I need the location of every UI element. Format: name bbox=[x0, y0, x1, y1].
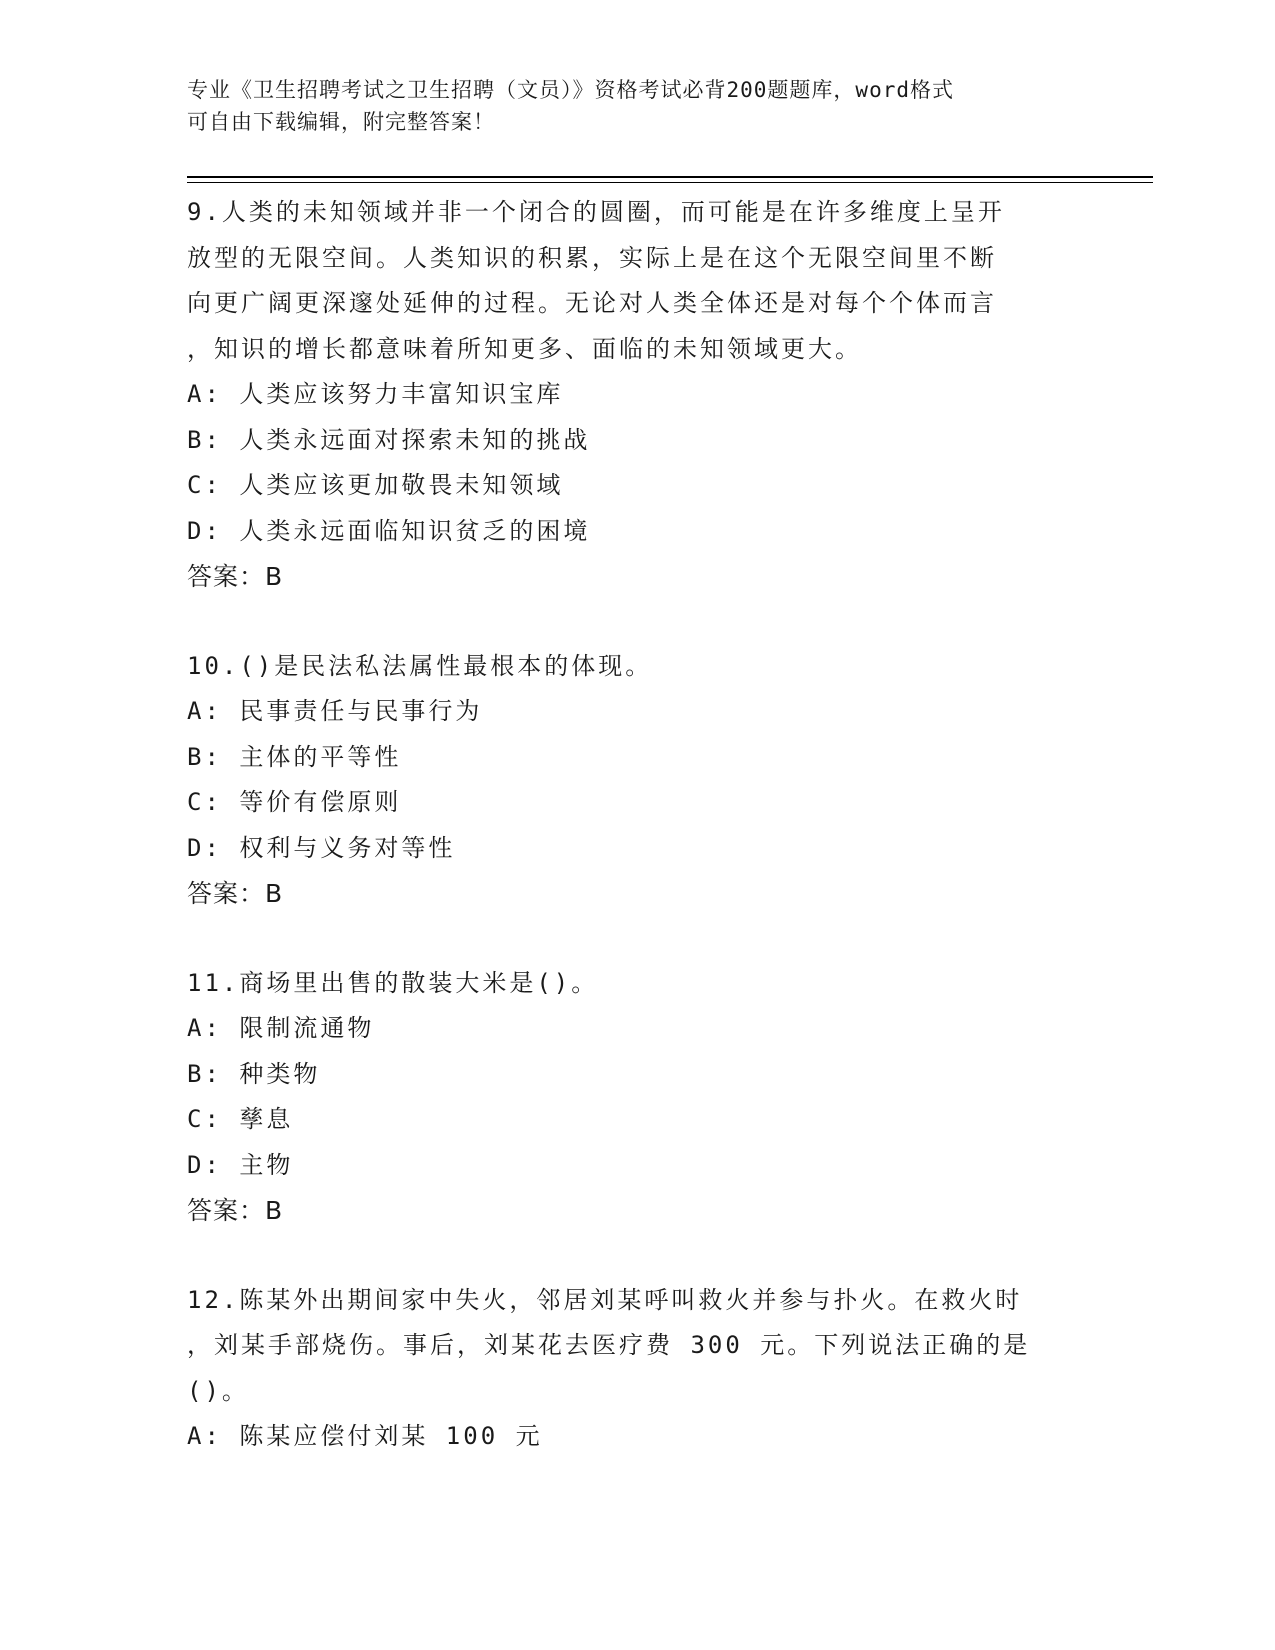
question-text-line: 向更广阔更深邃处延伸的过程。无论对人类全体还是对每个个体而言 bbox=[187, 289, 997, 317]
option-b: B: 人类永远面对探索未知的挑战 bbox=[187, 425, 591, 454]
question-text-line: 10.()是民法私法属性最根本的体现。 bbox=[187, 651, 653, 680]
option-a: A: 限制流通物 bbox=[187, 1014, 375, 1042]
question-12 bbox=[187, 1278, 1077, 1460]
answer-key: 答案：B bbox=[187, 562, 284, 591]
header-rule-thick bbox=[187, 176, 1153, 178]
option-a: A: 陈某应偿付刘某 100 元 bbox=[187, 1422, 543, 1450]
option-d: D: 主物 bbox=[187, 1150, 294, 1179]
answer-key: 答案：B bbox=[187, 879, 284, 908]
option-a: A: 人类应该努力丰富知识宝库 bbox=[187, 380, 564, 408]
page-header bbox=[187, 74, 1067, 138]
option-c: C: 人类应该更加敬畏未知领域 bbox=[187, 471, 564, 499]
option-a: A: 民事责任与民事行为 bbox=[187, 697, 483, 725]
option-c: C: 等价有偿原则 bbox=[187, 788, 402, 816]
option-b: B: 主体的平等性 bbox=[187, 742, 402, 771]
question-text-line: 12.陈某外出期间家中失火，邻居刘某呼叫救火并参与扑火。在救火时 bbox=[187, 1285, 1023, 1314]
header-line-1: 专业《卫生招聘考试之卫生招聘（文员）》资格考试必背200题题库，word格式 bbox=[187, 78, 954, 102]
question-text-line: 放型的无限空间。人类知识的积累，实际上是在这个无限空间里不断 bbox=[187, 243, 997, 272]
question-11 bbox=[187, 961, 1077, 1234]
question-text-line: 9.人类的未知领域并非一个闭合的圆圈，而可能是在许多维度上呈开 bbox=[187, 198, 1005, 226]
header-rule-thin bbox=[187, 182, 1153, 183]
question-text-line: ，刘某手部烧伤。事后，刘某花去医疗费 300 元。下列说法正确的是 bbox=[187, 1331, 1031, 1359]
question-text-line: ()。 bbox=[187, 1376, 249, 1405]
option-c: C: 孳息 bbox=[187, 1105, 294, 1133]
question-text-line: ，知识的增长都意味着所知更多、面临的未知领域更大。 bbox=[187, 334, 862, 363]
option-b: B: 种类物 bbox=[187, 1059, 321, 1088]
answer-key: 答案：B bbox=[187, 1196, 284, 1225]
question-10 bbox=[187, 644, 1077, 917]
option-d: D: 权利与义务对等性 bbox=[187, 833, 456, 862]
question-text-line: 11.商场里出售的散装大米是()。 bbox=[187, 968, 599, 997]
option-d: D: 人类永远面临知识贫乏的困境 bbox=[187, 516, 591, 545]
header-line-2: 可自由下载编辑，附完整答案！ bbox=[187, 110, 495, 134]
question-9 bbox=[187, 190, 1077, 600]
question-list bbox=[187, 190, 1077, 1504]
